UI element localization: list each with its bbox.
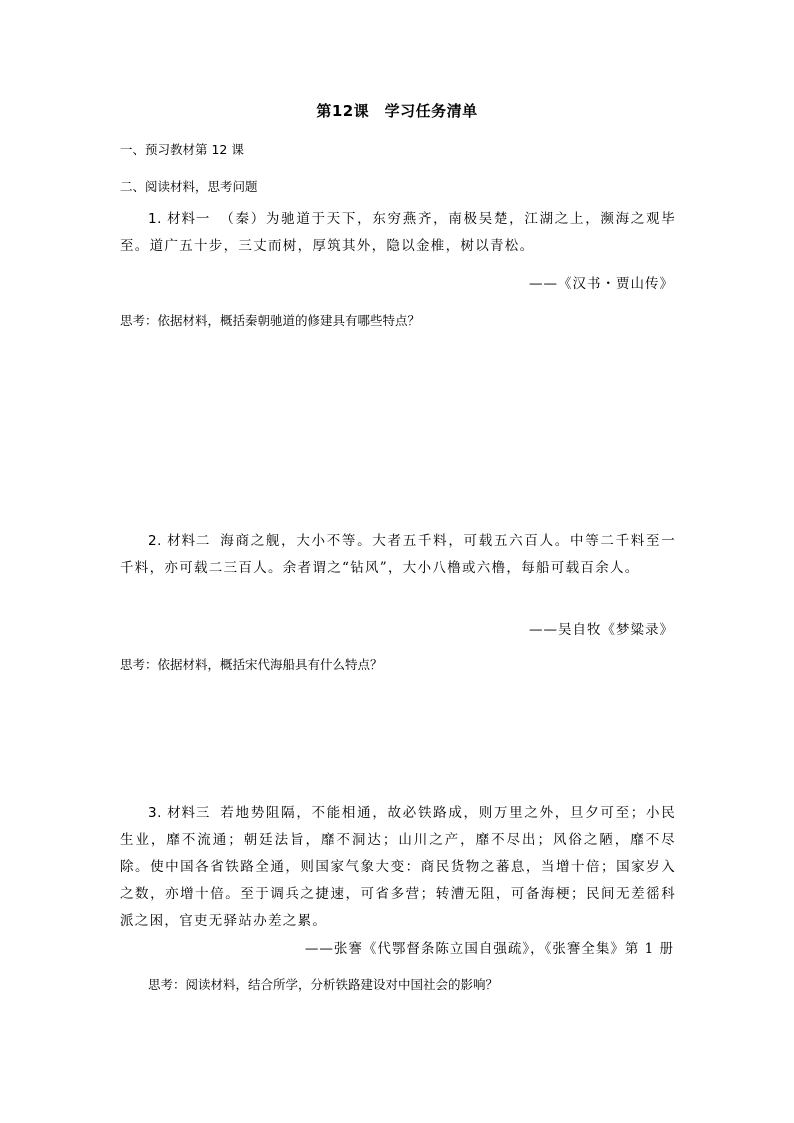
- material-3-label: 3. 材料三: [148, 805, 211, 821]
- material-3-text: 若地势阻隔，不能相通，故必铁路成，则万里之外，旦夕可至；小民生业，靡不流通；朝廷法旨，靡不洞达；山川之产，靡不尽出；风俗之陋，靡不尽除。使中国各省铁路全通，则国家气象大变：商民货物之蕃息，当增十倍；国家岁入之数，亦增十倍。至于调兵之捷速，可省多营；转漕无阻，可备海梗；民间无差徭科派之困，官吏无驿站办差之累。: [120, 805, 677, 929]
- material-1-paragraph: [120, 206, 676, 260]
- material-3-source: ——张謇《代鄂督条陈立国自强疏》，《张謇全集》第 1 册: [304, 941, 674, 957]
- material-2-text: 海商之舰，大小不等。大者五千料，可载五六百人。中等二千料至一千料，亦可载二三百人。余者谓之“钻风”，大小八橹或六橹，每船可载百余人。: [120, 533, 677, 576]
- material-1-source: ——《汉书・贾山传》: [529, 276, 674, 292]
- material-2-source: ——吴自牧《梦粱录》: [529, 622, 674, 638]
- material-3-question: 思考：阅读材料，结合所学，分析铁路建设对中国社会的影响？: [148, 977, 499, 992]
- page-title: 第12课 学习任务清单: [316, 102, 478, 120]
- material-2-question: 思考：依据材料，概括宋代海船具有什么特点？: [120, 657, 383, 672]
- material-3-paragraph: [120, 800, 676, 935]
- material-2-label: 2. 材料二: [148, 533, 211, 549]
- section-reading: 二、阅读材料，思考问题: [120, 179, 258, 194]
- material-1-text: （秦）为驰道于天下，东穷燕齐，南极吴楚，江湖之上，濒海之观毕至。道广五十步，三丈而树，厚筑其外，隐以金椎，树以青松。: [120, 211, 677, 254]
- material-1-question: 思考：依据材料，概括秦朝驰道的修建具有哪些特点？: [120, 313, 421, 328]
- section-preview: 一、预习教材第 12 课: [120, 142, 244, 157]
- material-2-paragraph: [120, 528, 676, 582]
- material-1-label: 1. 材料一: [148, 211, 211, 227]
